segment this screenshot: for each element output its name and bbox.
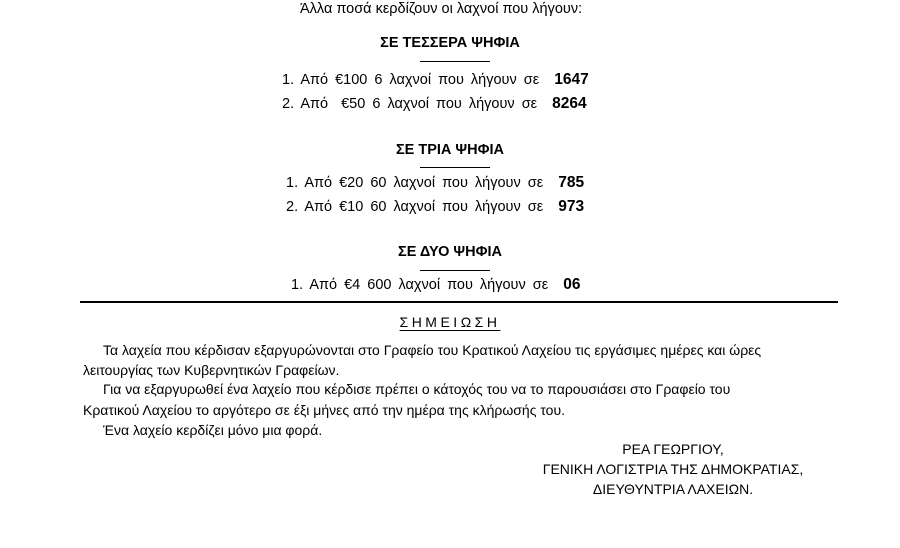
- prize-line: [291, 276, 580, 294]
- signature-name: ΡΕΑ ΓΕΩΡΓΙΟΥ,: [622, 441, 724, 457]
- winning-ending: 8264: [552, 95, 587, 112]
- section-title-four-digits: ΣΕ ΤΕΣΣΕΡΑ ΨΗΦΙΑ: [380, 35, 520, 51]
- prefix-word: Από: [309, 277, 338, 293]
- line-text: λαχνοί που λήγουν σε: [398, 277, 549, 293]
- note-title: [0, 314, 900, 330]
- ticket-count: 6: [372, 96, 381, 112]
- prefix-word: Από: [304, 199, 333, 215]
- winning-ending: 973: [558, 198, 585, 215]
- prize-line: [286, 198, 584, 216]
- winning-ending: 785: [558, 174, 585, 191]
- line-index: 2.: [286, 199, 299, 215]
- ticket-count: 6: [374, 72, 383, 88]
- section-underline: [420, 270, 490, 271]
- divider-rule: [80, 301, 838, 303]
- note-title-text: ΣΗΜΕΙΩΣΗ: [399, 314, 501, 330]
- note-paragraph-2-line-1: Για να εξαργυρωθεί ένα λαχείο που κέρδισε πρέπει ο κάτοχός του να το παρουσιάσει στο Γραφείο του: [103, 381, 731, 397]
- prize-amount: €100: [335, 72, 368, 88]
- line-text: λαχνοί που λήγουν σε: [387, 96, 538, 112]
- note-paragraph-1-line-1: Τα λαχεία που κέρδισαν εξαργυρώνονται στο Γραφείο του Κρατικού Λαχείου τις εργάσιμες ημέρες και ώρες: [103, 342, 762, 358]
- section-underline: [420, 61, 490, 62]
- line-index: 1.: [282, 72, 295, 88]
- line-index: 1.: [286, 175, 299, 191]
- prize-line: [286, 174, 584, 192]
- prefix-word: Από: [304, 175, 333, 191]
- prize-amount: €50: [341, 96, 366, 112]
- ticket-count: 60: [370, 175, 387, 191]
- signature-department: ΔΙΕΥΘΥΝΤΡΙΑ ΛΑΧΕΙΩΝ.: [592, 481, 754, 497]
- prize-amount: €20: [339, 175, 364, 191]
- line-index: 2.: [282, 96, 295, 112]
- line-text: λαχνοί που λήγουν σε: [393, 175, 544, 191]
- ticket-count: 600: [367, 277, 392, 293]
- prize-amount: €10: [339, 199, 364, 215]
- section-title-two-digits: ΣΕ ΔΥΟ ΨΗΦΙΑ: [398, 244, 502, 260]
- intro-text: Άλλα ποσά κερδίζουν οι λαχνοί που λήγουν:: [300, 1, 583, 17]
- line-index: 1.: [291, 277, 304, 293]
- winning-ending: 1647: [554, 71, 589, 88]
- prefix-word: Από: [300, 96, 329, 112]
- section-underline: [420, 167, 490, 168]
- line-text: λαχνοί που λήγουν σε: [389, 72, 540, 88]
- section-title-three-digits: ΣΕ ΤΡΙΑ ΨΗΦΙΑ: [395, 142, 505, 158]
- line-text: λαχνοί που λήγουν σε: [393, 199, 544, 215]
- ticket-count: 60: [370, 199, 387, 215]
- note-paragraph-3: Ένα λαχείο κερδίζει μόνο μια φορά.: [103, 422, 323, 438]
- prize-line: [282, 71, 589, 89]
- prefix-word: Από: [300, 72, 329, 88]
- note-paragraph-1-line-2: λειτουργίας των Κυβερνητικών Γραφείων.: [83, 362, 340, 378]
- note-paragraph-2-line-2: Κρατικού Λαχείου το αργότερο σε έξι μήνες από την ημέρα της κλήρωσής του.: [83, 402, 566, 418]
- prize-line: [282, 95, 587, 113]
- signature-role: ΓΕΝΙΚΗ ΛΟΓΙΣΤΡΙΑ ΤΗΣ ΔΗΜΟΚΡΑΤΙΑΣ,: [542, 461, 804, 477]
- prize-amount: €4: [344, 277, 361, 293]
- winning-ending: 06: [563, 276, 581, 293]
